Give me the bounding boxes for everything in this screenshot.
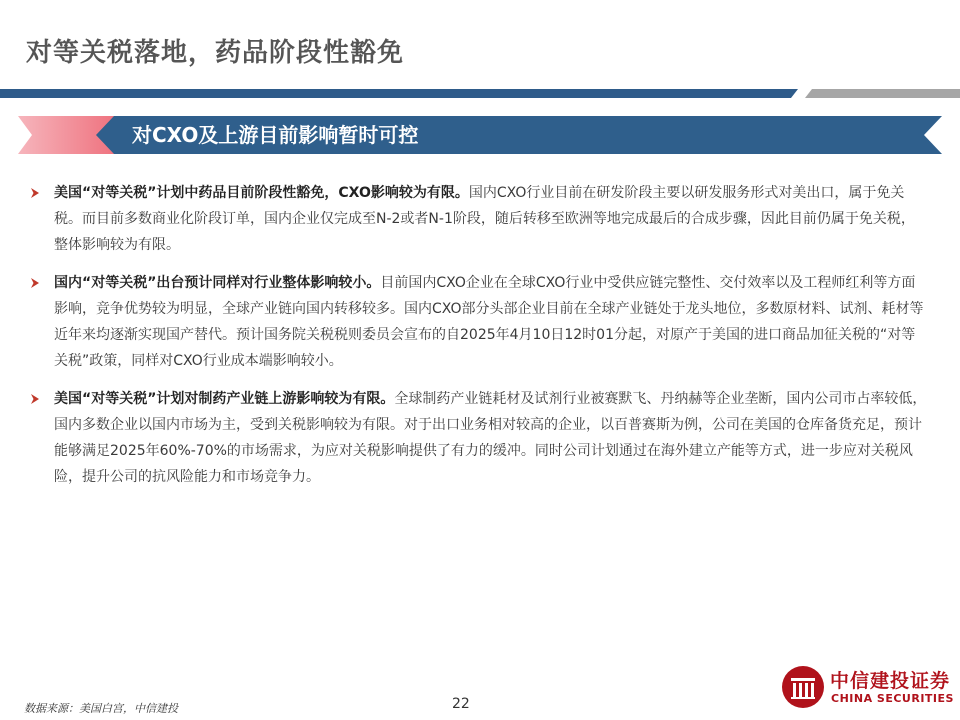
logo-name-cn: 中信建投证券 [830,670,951,692]
bullet-lead: 国内“对等关税”出台预计同样对行业整体影响较小。 [54,275,381,291]
page-number: 22 [452,696,470,712]
bullet-body: 国内CXO行业目前在研发阶段主要以研发服务形式对美出口，属于免关税。而目前多数商业化阶段订单，国内企业仅完成至N-2或者N-1阶段，随后转移至欧洲等地完成最后的合成步骤，因此目前仍属于免关税，整体影响较为有限。 [54,185,915,253]
section-banner [18,116,942,154]
bullet-arrow-icon [30,188,40,198]
title-divider [0,89,960,98]
bullet-item [30,270,928,374]
bullet-lead: 美国“对等关税”计划对制药产业链上游影响较为有限。 [54,391,395,407]
section-heading: 对CXO及上游目前影响暂时可控 [132,123,419,147]
bullet-item [30,180,928,258]
bullet-lead: 美国“对等关税”计划中药品目前阶段性豁免，CXO影响较为有限。 [54,185,469,201]
logo-name-en: CHINA SECURITIES [831,692,954,705]
bullet-item [30,386,928,490]
china-securities-logo-icon [780,664,826,710]
bullet-arrow-icon [30,278,40,288]
title-divider-gray [805,89,960,98]
bullet-arrow-icon [30,394,40,404]
title-divider-blue [0,89,798,98]
data-source-note: 数据来源：美国白宫，中信建投 [24,702,178,715]
bullet-body: 目前国内CXO企业在全球CXO行业中受供应链完整性、交付效率以及工程师红利等方面影响，竞争优势较为明显，全球产业链向国内转移较多。国内CXO部分头部企业目前在全球产业链处于龙头地位，多数原材料、试剂、耗材等近年来均逐渐实现国产替代。预计国务院关税税则委员会宣布的自2025年4月10日12时01分起，对原产于美国的进口商品加征关税的“对等关税”政策，同样对CXO行业成本端影响较小。 [54,275,924,369]
bullet-body: 全球制药产业链耗材及试剂行业被赛默飞、丹纳赫等企业垄断，国内公司市占率较低，国内多数企业以国内市场为主，受到关税影响较为有限。对于出口业务相对较高的企业，以百普赛斯为例，公司在美国的仓库备货充足，预计能够满足2025年60%-70%的市场需求，为应对关税影响提供了有力的缓冲。同时公司计划通过在海外建立产能等方式，进一步应对关税风险，提升公司的抗风险能力和市场竞争力。 [54,391,927,485]
company-logo [780,664,956,714]
bullet-list [30,180,928,502]
slide-title: 对等关税落地，药品阶段性豁免 [26,38,405,68]
